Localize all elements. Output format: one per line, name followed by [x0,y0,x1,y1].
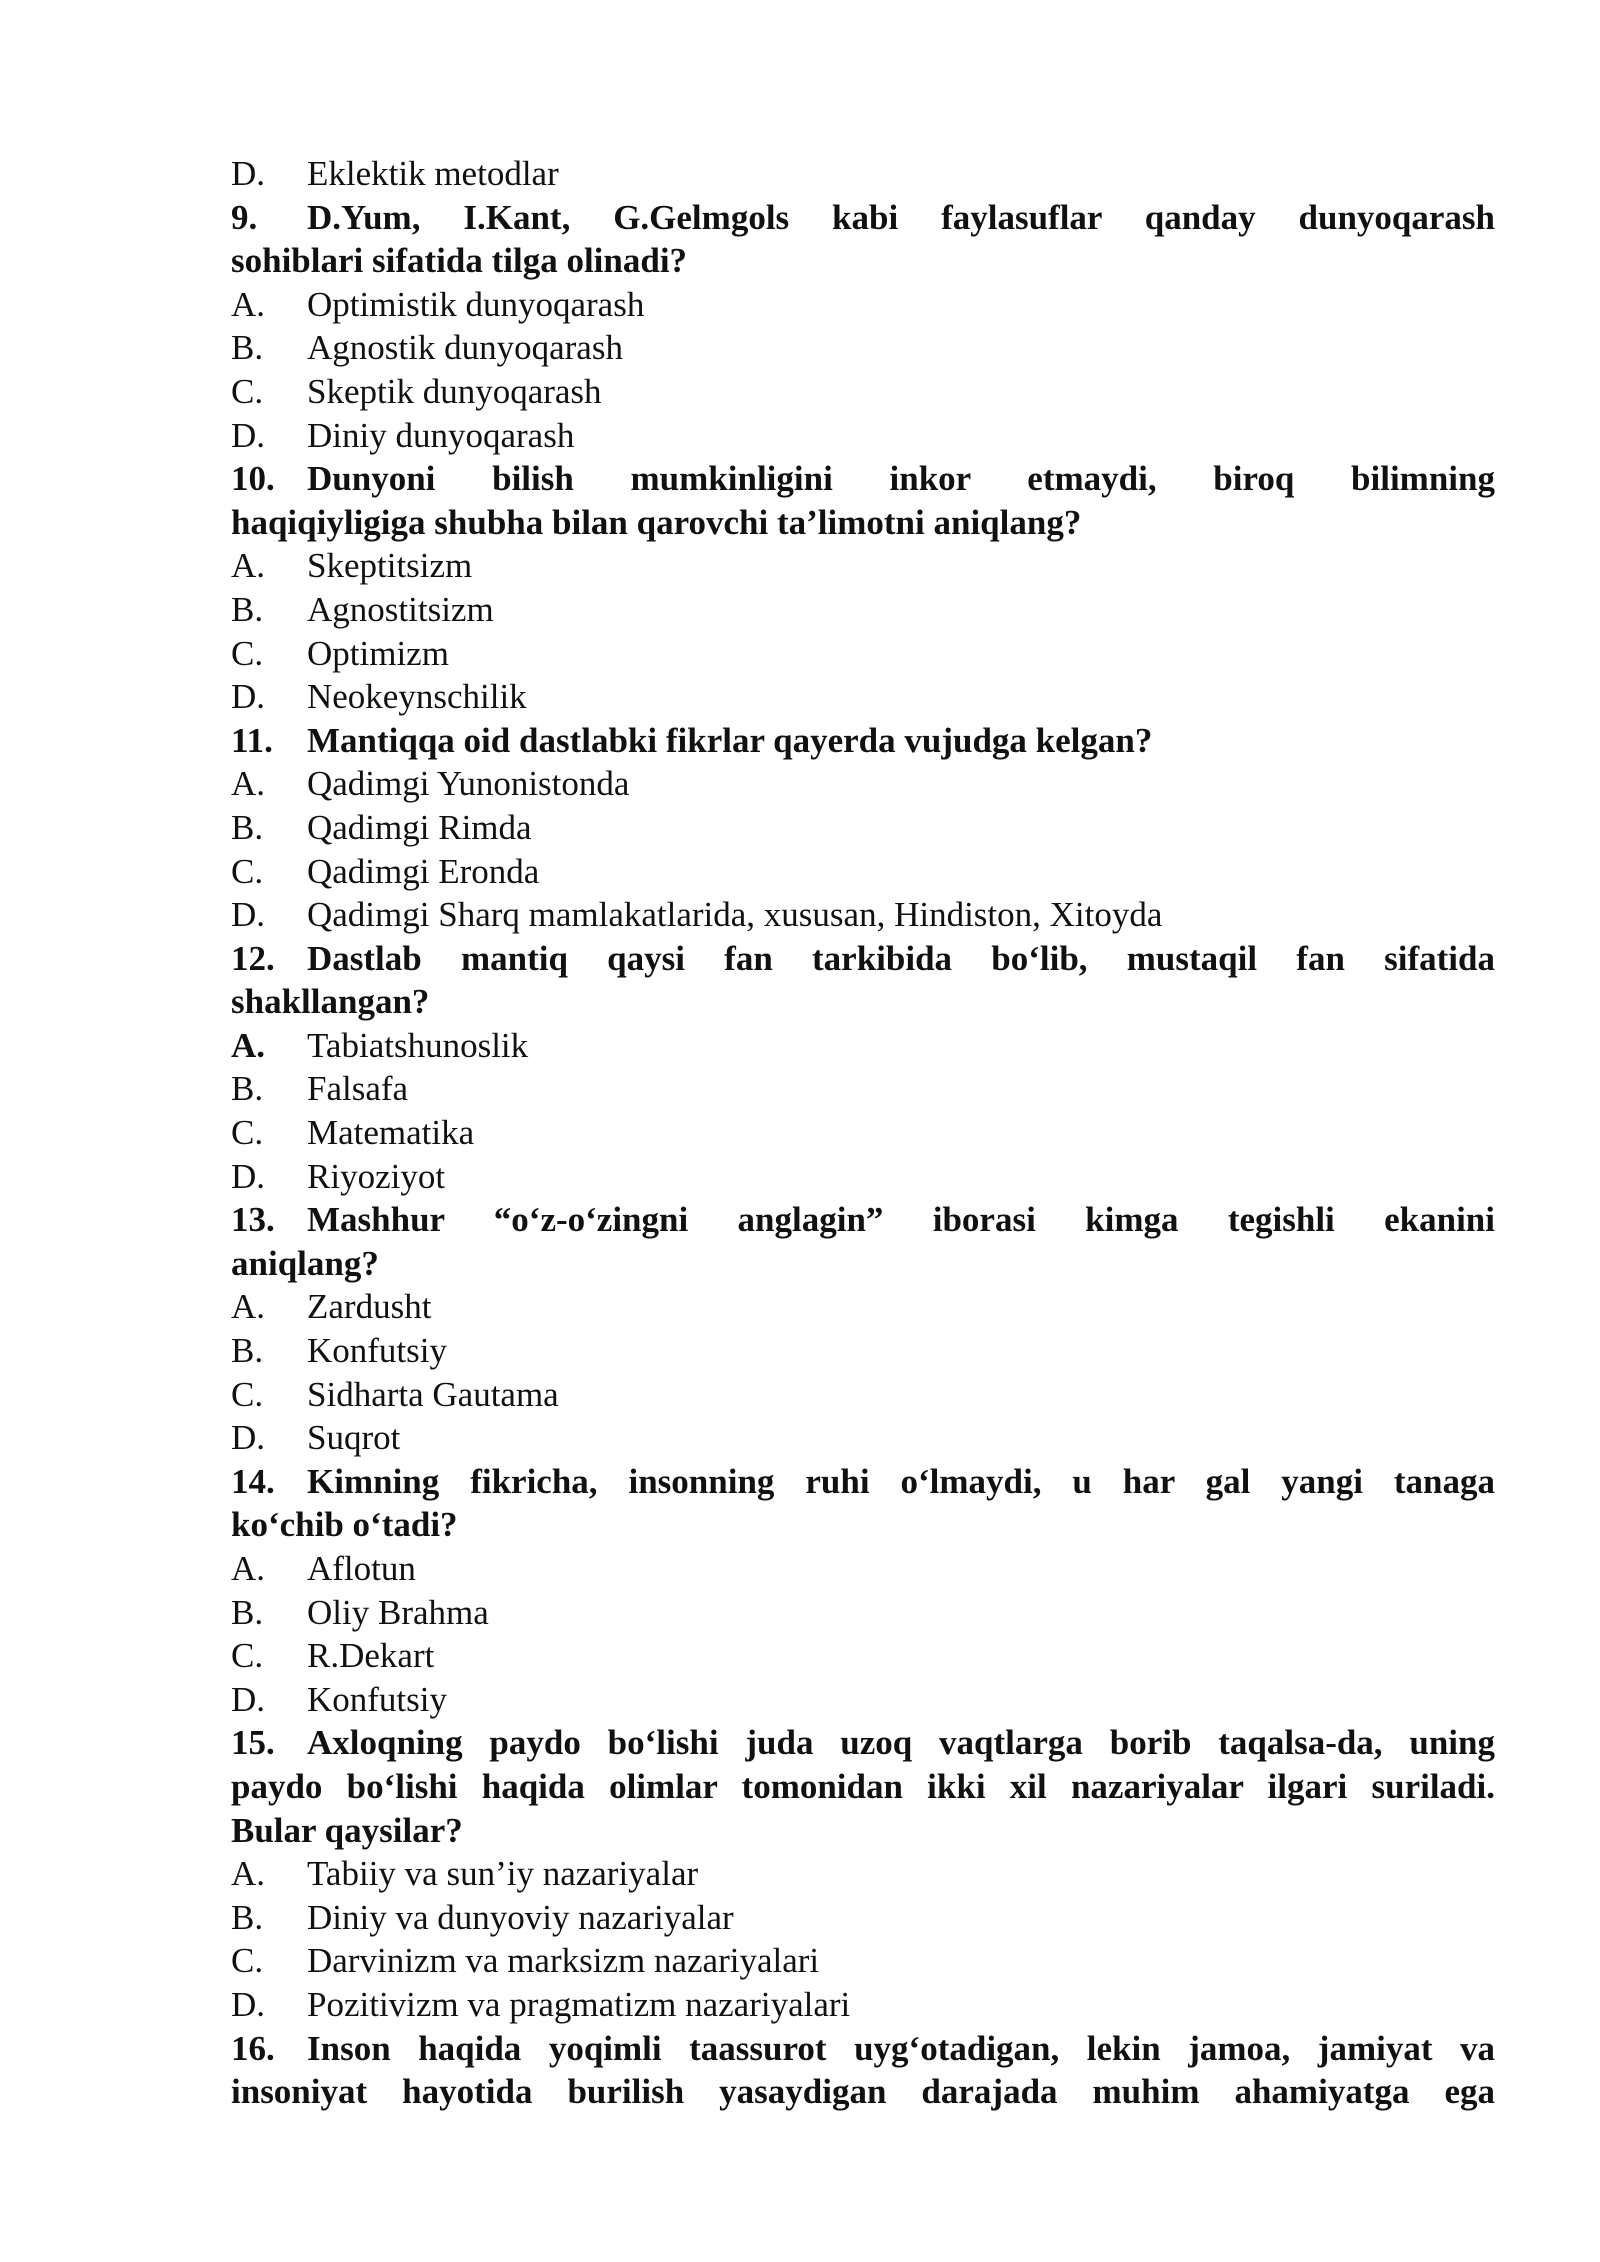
question-number: 14. [231,1461,275,1501]
option-text: Tabiiy va sun’iy nazariyalar [307,1854,699,1894]
option-label: A. [231,1025,266,1065]
answer-option [231,675,1495,719]
answer-option [231,1678,1495,1722]
question-text: Dastlab mantiq qaysi fan tarkibida bo‘lib, mustaqil fan sifatida [307,938,1495,978]
option-label: B. [231,328,264,368]
option-text: Diniy va dunyoviy nazariyalar [307,1897,734,1937]
option-label: B. [231,1897,264,1937]
question-line [231,1721,1495,1765]
question-line [231,196,1495,240]
question-text: haqiqiyligiga shubha bilan qarovchi ta’limotni aniqlang? [231,502,1082,542]
answer-option [231,283,1495,327]
answer-option [231,544,1495,588]
answer-option [231,1591,1495,1635]
option-text: Qadimgi Rimda [307,807,532,847]
question-number: 10. [231,459,275,499]
question-line [231,719,1495,763]
question-number: 9. [231,197,258,237]
answer-option [231,1111,1495,1155]
question-line [231,2027,1495,2071]
option-label: A. [231,1854,266,1894]
option-label: B. [231,807,264,847]
question-line [231,239,1495,283]
question [231,457,1495,544]
question-line [231,1460,1495,1504]
option-label: C. [231,633,264,673]
option-label: D. [231,1156,266,1196]
option-text: Optimizm [307,633,449,673]
question-line [231,1809,1495,1853]
question-text: Mantiqqa oid dastlabki fikrlar qayerda vujudga kelgan? [307,720,1153,760]
question-number: 13. [231,1200,275,1240]
question [231,196,1495,283]
answer-option [231,1634,1495,1678]
option-label: D. [231,154,266,193]
option-label: A. [231,1287,266,1327]
option-text: Neokeynschilik [307,677,527,717]
answer-option [231,1155,1495,1199]
option-label: C. [231,1941,264,1981]
option-label: D. [231,1984,266,2024]
answer-option [231,1416,1495,1460]
option-label: A. [231,284,266,324]
option-label: B. [231,1592,264,1632]
question-text: D.Yum, I.Kant, G.Gelmgols kabi faylasuflar qanday dunyoqarash [307,197,1495,237]
option-text: Riyoziyot [307,1156,446,1196]
question-number: 11. [231,720,273,760]
answer-option [231,1852,1495,1896]
question-number: 15. [231,1723,275,1763]
answer-option [231,893,1495,937]
option-label: D. [231,677,266,717]
question-line [231,501,1495,545]
option-label: C. [231,851,264,891]
option-text: Matematika [307,1113,475,1153]
question-text: Axloqning paydo bo‘lishi juda uzoq vaqtlarga borib taqalsa-da, uning [307,1723,1495,1763]
answer-option [231,762,1495,806]
answer-option [231,1285,1495,1329]
option-text: Aflotun [307,1549,416,1588]
option-text: Skeptitsizm [307,546,473,586]
option-text: Falsafa [307,1069,409,1109]
option-text: Darvinizm va marksizm nazariyalari [307,1941,820,1981]
question-text: ko‘chib o‘tadi? [231,1505,458,1545]
option-text: Agnostik dunyoqarash [307,328,623,368]
question-text: paydo bo‘lishi haqida olimlar tomonidan ikki xil nazariyalar ilgari suriladi. [231,1766,1495,1806]
option-text: Zardusht [307,1287,432,1327]
option-text: Qadimgi Yunonistonda [307,764,630,804]
question [231,719,1495,763]
answer-option [231,1983,1495,2027]
option-text: Suqrot [307,1418,401,1458]
option-text: Pozitivizm va pragmatizm nazariyalari [307,1984,851,2024]
option-label: D. [231,895,266,935]
question-text: Inson haqida yoqimli taassurot uyg‘otadigan, lekin jamoa, jamiyat va [307,2028,1495,2068]
option-label: C. [231,1113,264,1153]
question-line [231,1503,1495,1547]
option-text: Tabiatshunoslik [307,1025,529,1065]
option-label: C. [231,1374,264,1414]
answer-option [231,1373,1495,1417]
option-label: A. [231,764,266,804]
option-text: Qadimgi Eronda [307,851,540,891]
option-label: D. [231,1418,266,1458]
question-line [231,457,1495,501]
question-line [231,1198,1495,1242]
option-text: Oliy Brahma [307,1592,489,1632]
option-label: D. [231,1679,266,1719]
answer-option [231,632,1495,676]
option-label: B. [231,1069,264,1109]
option-label: D. [231,415,266,455]
option-label: B. [231,1331,264,1371]
question [231,1460,1495,1547]
answer-option [231,806,1495,850]
question-line [231,980,1495,1024]
answer-option [231,1067,1495,1111]
answer-option [231,1547,1495,1591]
question-line [231,1765,1495,1809]
question-text: Mashhur “o‘z-o‘zingni anglagin” iborasi kimga tegishli ekanini [307,1200,1495,1240]
option-text: Sidharta Gautama [307,1374,559,1414]
answer-option [231,1896,1495,1940]
option-label: B. [231,589,264,629]
question-line [231,937,1495,981]
question-text: Kimning fikricha, insonning ruhi o‘lmaydi, u har gal yangi tanaga [307,1461,1495,1501]
question-number: 16. [231,2028,275,2068]
question-text: Bular qaysilar? [231,1810,463,1850]
question [231,1198,1495,1285]
answer-option [231,1329,1495,1373]
answer-option [231,326,1495,370]
question-text: insoniyat hayotida burilish yasaydigan darajada muhim ahamiyatga ega [231,2072,1495,2112]
question-line [231,2070,1495,2114]
question-text: shakllangan? [231,982,430,1022]
document-page [231,152,1495,2114]
question [231,1721,1495,1852]
question-text: Dunyoni bilish mumkinligini inkor etmaydi, biroq bilimning [307,459,1495,499]
option-text: Qadimgi Sharq mamlakatlarida, xususan, Hindiston, Xitoyda [307,895,1163,935]
question-line [231,1242,1495,1286]
question-text: sohiblari sifatida tilga olinadi? [231,241,688,281]
question [231,937,1495,1024]
option-text: Skeptik dunyoqarash [307,371,602,411]
answer-option [231,414,1495,458]
option-text: Konfutsiy [307,1679,447,1719]
option-label: A. [231,546,266,586]
answer-option [231,850,1495,894]
option-text: R.Dekart [307,1636,435,1676]
answer-option [231,1939,1495,1983]
question [231,2027,1495,2114]
answer-option [231,152,1495,196]
option-text: Diniy dunyoqarash [307,415,575,455]
answer-option [231,588,1495,632]
option-text: Konfutsiy [307,1331,447,1371]
question-number: 12. [231,938,275,978]
option-text: Optimistik dunyoqarash [307,284,645,324]
answer-option [231,1024,1495,1068]
option-label: C. [231,1636,264,1676]
option-label: A. [231,1549,266,1588]
option-text: Agnostitsizm [307,589,494,629]
question-text: aniqlang? [231,1243,379,1283]
option-label: C. [231,371,264,411]
answer-option [231,370,1495,414]
option-text: Eklektik metodlar [307,154,559,193]
